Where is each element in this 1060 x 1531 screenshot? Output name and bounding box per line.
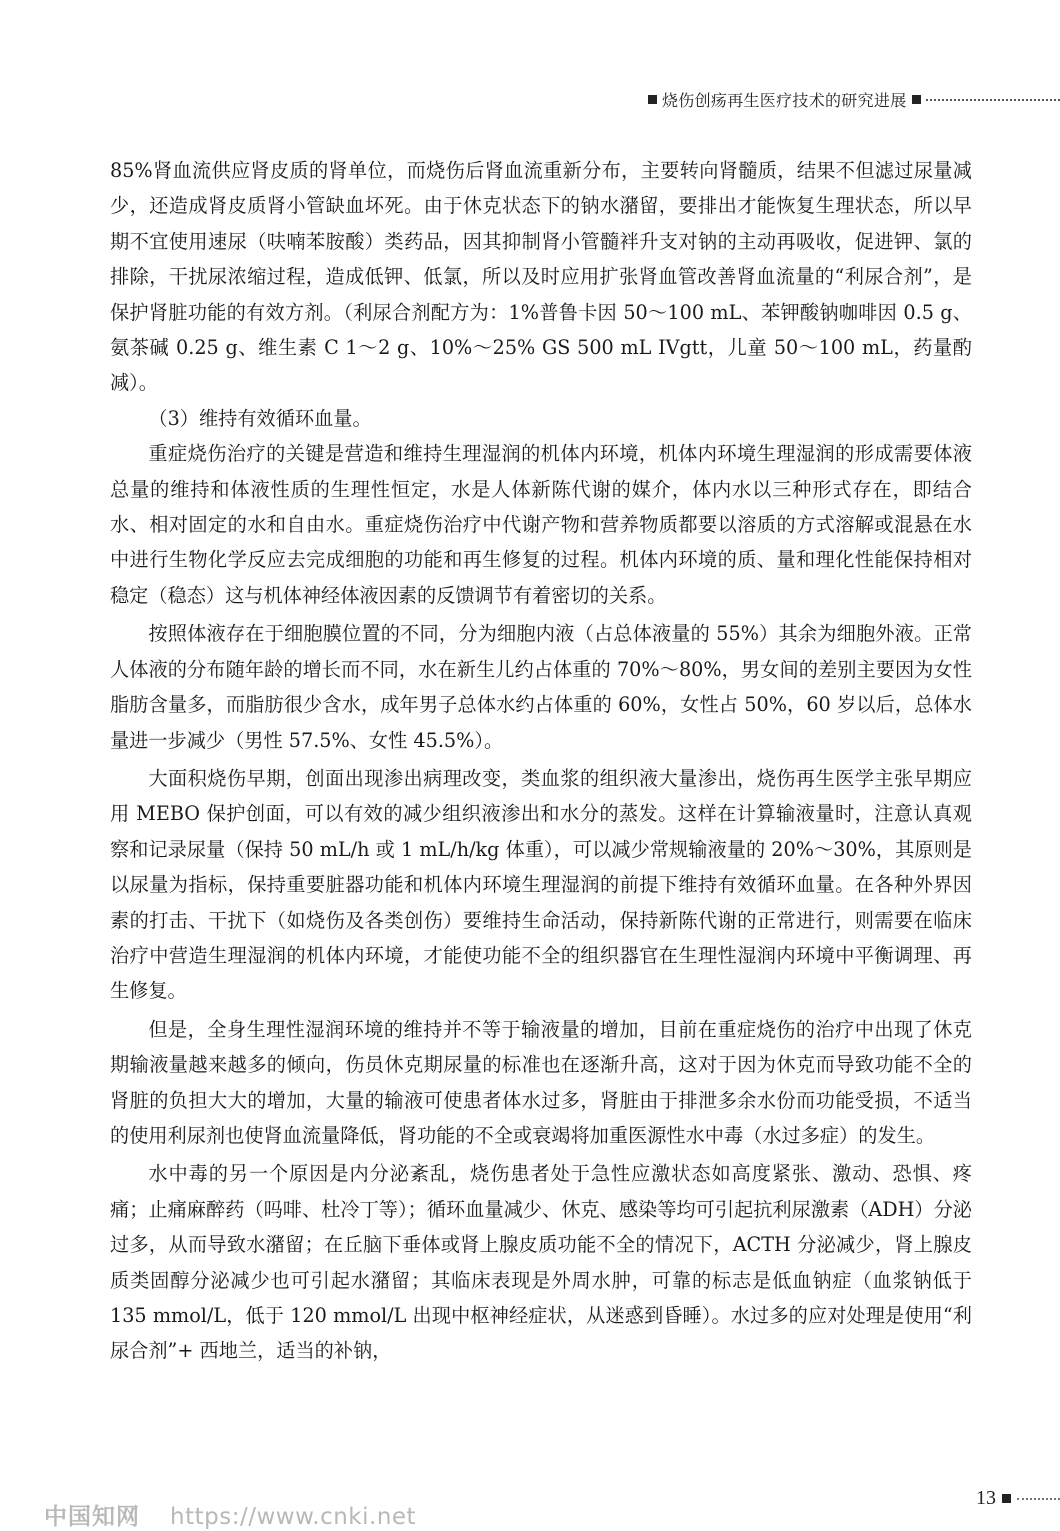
paragraph: 按照体液存在于细胞膜位置的不同，分为细胞内液（占总体液量的 55%）其余为细胞外液。正常人体液的分布随年龄的增长而不同，水在新生儿约占体重的 70%～80%，男女间的差别主要因为女性脂肪含量多，而脂肪很少含水，成年男子总体水约占体重的 60%，女性占 50%，60 岁以后，总体水量进一步减少（男性 57.5%、女性 45.5%）。 [110,622,972,752]
paragraph: 水中毒的另一个原因是内分泌紊乱，烧伤患者处于急性应激状态如高度紧张、激动、恐惧、疼痛；止痛麻醉药（吗啡、杜冷丁等）；循环血量减少、休克、感染等均可引起抗利尿激素（ADH）分泌过多，从而导致水潴留；在丘脑下垂体或肾上腺皮质功能不全的情况下，ACTH 分泌减少，肾上腺皮质类固醇分泌减少也可引起水潴留；其临床表现是外周水肿，可靠的标志是低血钠症（血浆钠低于 135 mmol/L，低于 120 mmol/L 出现中枢神经症状，从迷惑到昏睡）。水过多的应对处理是使用“利尿合剂”+ 西地兰，适当的补钠， [110,1162,972,1363]
watermark-url: https://www.cnki.net [170,1504,417,1530]
section-heading: （3）维持有效循环血量。 [148,406,372,430]
running-header-title: 烧伤创疡再生医疗技术的研究进展 [662,91,907,110]
paragraph: 大面积烧伤早期，创面出现渗出病理改变，类血浆的组织液大量渗出，烧伤再生医学主张早期应用 MEBO 保护创面，可以有效的减少组织液渗出和水分的蒸发。这样在计算输液量时，注意认真观察和记录尿量（保持 50 mL/h 或 1 mL/h/kg 体重），可以减少常规输液量的 20%～30%，其原则是以尿量为指标，保持重要脏器功能和机体内环境生理湿润的前提下维持有效循环血量。在各种外界因素的打击、干扰下（如烧伤及各类创伤）要维持生命活动，保持新陈代谢的正常进行，则需要在临床治疗中营造生理湿润的机体内环境，才能使功能不全的组织器官在生理性湿润内环境中平衡调理、再生修复。 [110,766,972,1003]
page-number: 13 [976,1487,996,1509]
article-body [110,153,972,1369]
paragraph: 重症烧伤治疗的关键是营造和维持生理湿润的机体内环境，机体内环境生理湿润的形成需要体液总量的维持和体液性质的生理性恒定，水是人体新陈代谢的媒介，体内水以三种形式存在，即结合水、相对固定的水和自由水。重症烧伤治疗中代谢产物和营养物质都要以溶质的方式溶解或混悬在水中进行生物化学反应去完成细胞的功能和再生修复的过程。机体内环境的质、量和理化性能保持相对稳定（稳态）这与机体神经体液因素的反馈调节有着密切的关系。 [110,442,972,607]
paragraph: 但是，全身生理性湿润环境的维持并不等于输液量的增加，目前在重症烧伤的治疗中出现了休克期输液量越来越多的倾向，伤员休克期尿量的标准也在逐渐升高，这对于因为休克而导致功能不全的肾脏的负担大大的增加，大量的输液可使患者体水过多，肾脏由于排泄多余水份而功能受损，不适当的使用利尿剂也使肾血流量降低，肾功能的不全或衰竭将加重医源性水中毒（水过多症）的发生。 [110,1017,972,1147]
header-dotted-rule [926,99,1060,101]
running-header [648,88,1060,111]
watermark [44,1498,416,1531]
footer-square-icon [1002,1494,1011,1503]
header-square-icon [648,95,657,104]
paragraph: 85%肾血流供应肾皮质的肾单位，而烧伤后肾血流重新分布，主要转向肾髓质，结果不但滤过尿量减少，还造成肾皮质肾小管缺血坏死。由于休克状态下的钠水潴留，要排出才能恢复生理状态，所以早期不宜使用速尿（呋喃苯胺酸）类药品，因其抑制肾小管髓袢升支对钠的主动再吸收，促进钾、氯的排除，干扰尿浓缩过程，造成低钾、低氯，所以及时应用扩张肾血管改善肾血流量的“利尿合剂”，是保护肾脏功能的有效方剂。（利尿合剂配方为：1%普鲁卡因 50～100 mL、苯钾酸钠咖啡因 0.5 g、氨茶碱 0.25 g、维生素 C 1～2 g、10%～25% GS 500 mL IVgtt，儿童 50～100 mL，药量酌减）。 [110,159,972,395]
watermark-brand: 中国知网 [44,1504,140,1530]
footer-dotted-rule [1017,1498,1060,1500]
page-number-footer [976,1487,1060,1510]
header-square-icon [912,95,921,104]
